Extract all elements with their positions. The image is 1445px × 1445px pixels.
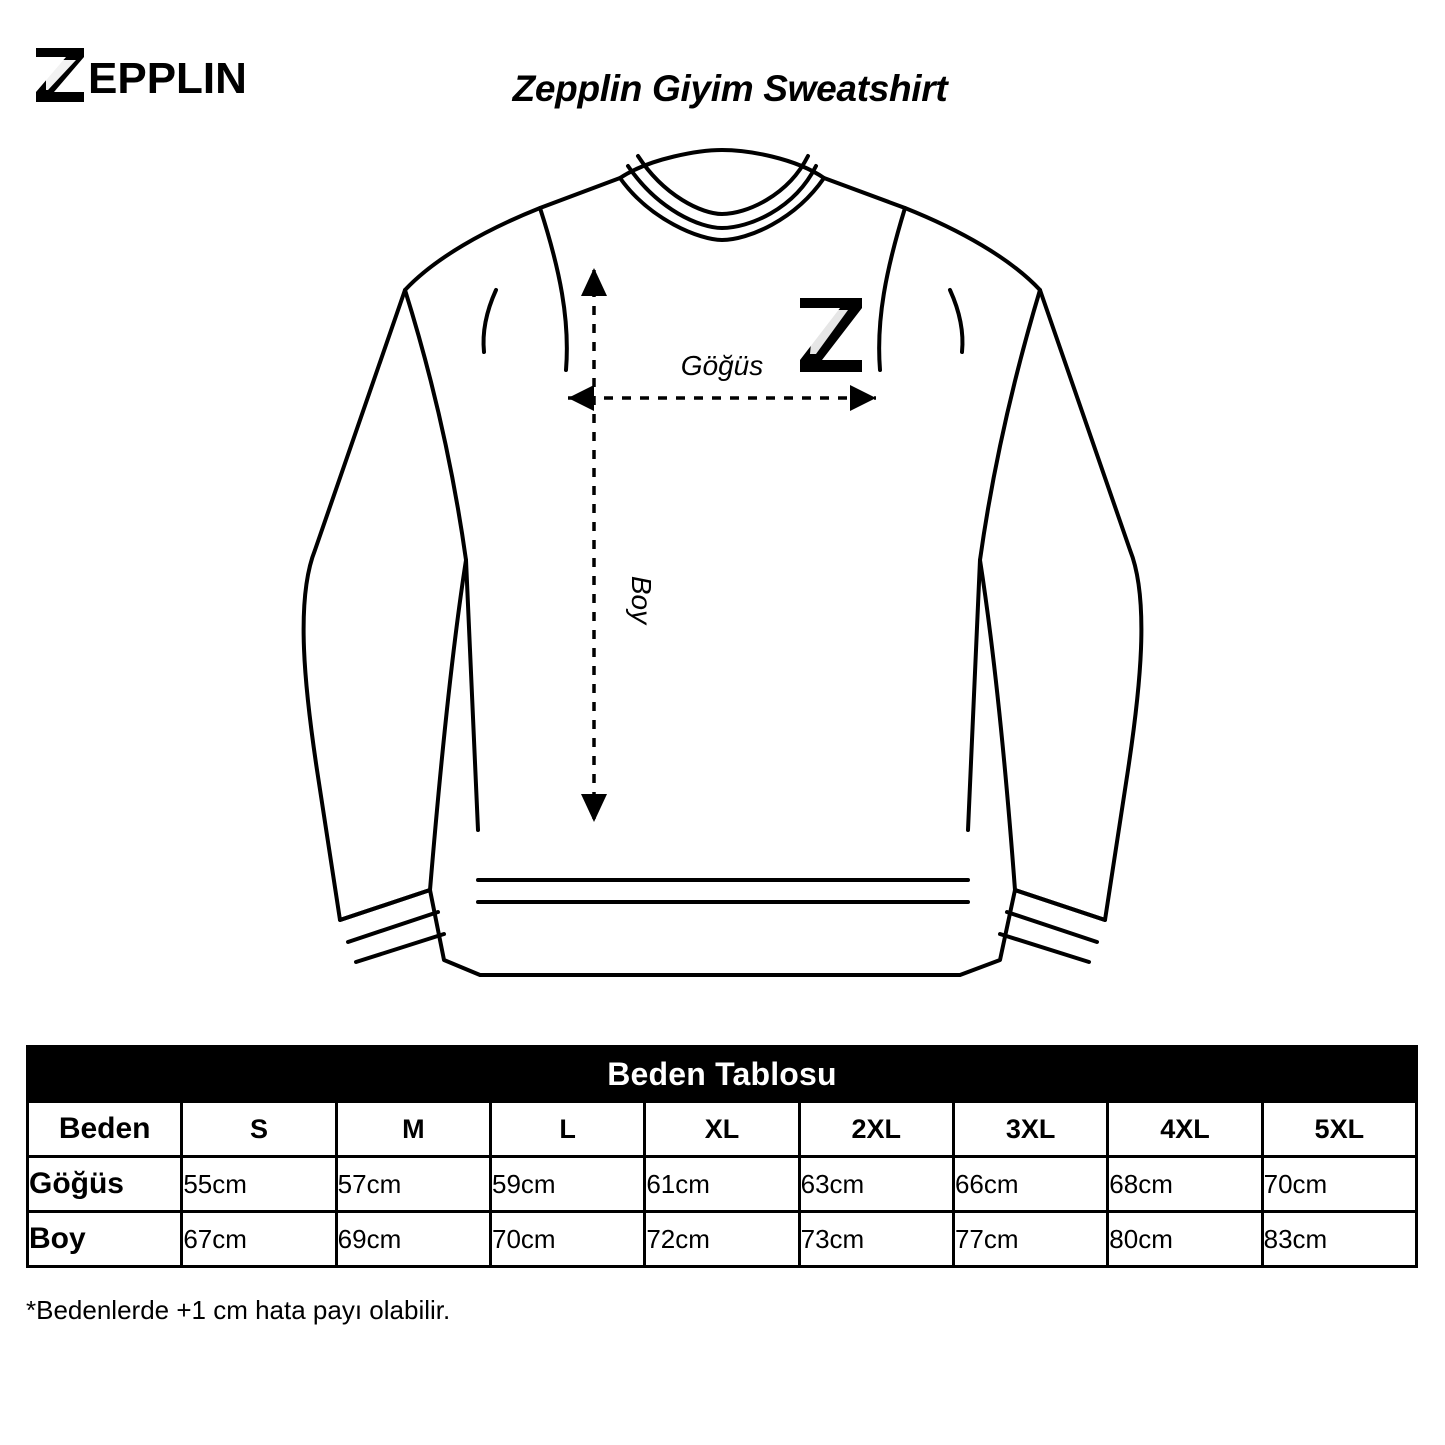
header-cell-xl: XL — [645, 1102, 799, 1157]
cell-gogus-2xl: 63cm — [799, 1157, 953, 1212]
header-cell-4xl: 4XL — [1108, 1102, 1262, 1157]
cell-boy-4xl: 80cm — [1108, 1212, 1262, 1267]
length-label: Boy — [626, 575, 657, 625]
table-title-row — [28, 1047, 1417, 1102]
page-title-bold: Sweatshirt — [763, 68, 948, 109]
page-title-light: Zepplin Giyim — [512, 68, 764, 109]
z-monogram-icon — [800, 298, 862, 372]
row-label-gogus: Göğüs — [28, 1157, 182, 1212]
page-title — [380, 68, 1080, 110]
cell-gogus-m: 57cm — [336, 1157, 490, 1212]
svg-text:EPPLIN: EPPLIN — [88, 54, 247, 103]
table-title: Beden Tablosu — [28, 1047, 1417, 1102]
page-header — [0, 0, 1445, 140]
brand-logo — [32, 44, 272, 106]
footnote: *Bedenlerde +1 cm hata payı olabilir. — [26, 1295, 451, 1325]
cell-boy-2xl: 73cm — [799, 1212, 953, 1267]
cell-boy-s: 67cm — [182, 1212, 336, 1267]
cell-boy-3xl: 77cm — [953, 1212, 1107, 1267]
cell-gogus-l: 59cm — [490, 1157, 644, 1212]
header-cell-l: L — [490, 1102, 644, 1157]
header-cell-s: S — [182, 1102, 336, 1157]
sweatshirt-illustration — [0, 130, 1445, 1030]
cell-gogus-s: 55cm — [182, 1157, 336, 1212]
table-header-row — [28, 1102, 1417, 1157]
cell-boy-l: 70cm — [490, 1212, 644, 1267]
cell-gogus-4xl: 68cm — [1108, 1157, 1262, 1212]
header-cell-2xl: 2XL — [799, 1102, 953, 1157]
chest-measure-arrow — [568, 385, 876, 411]
header-cell-3xl: 3XL — [953, 1102, 1107, 1157]
length-measure-arrow — [581, 268, 607, 822]
row-label-boy: Boy — [28, 1212, 182, 1267]
cell-gogus-5xl: 70cm — [1262, 1157, 1416, 1212]
cell-boy-5xl: 83cm — [1262, 1212, 1416, 1267]
size-chart-table — [26, 1045, 1418, 1268]
table-row — [28, 1157, 1417, 1212]
cell-boy-xl: 72cm — [645, 1212, 799, 1267]
header-cell-beden: Beden — [28, 1102, 182, 1157]
header-cell-5xl: 5XL — [1262, 1102, 1416, 1157]
chest-label: Göğüs — [680, 350, 764, 381]
cell-gogus-3xl: 66cm — [953, 1157, 1107, 1212]
cell-gogus-xl: 61cm — [645, 1157, 799, 1212]
table-row — [28, 1212, 1417, 1267]
cell-boy-m: 69cm — [336, 1212, 490, 1267]
header-cell-m: M — [336, 1102, 490, 1157]
